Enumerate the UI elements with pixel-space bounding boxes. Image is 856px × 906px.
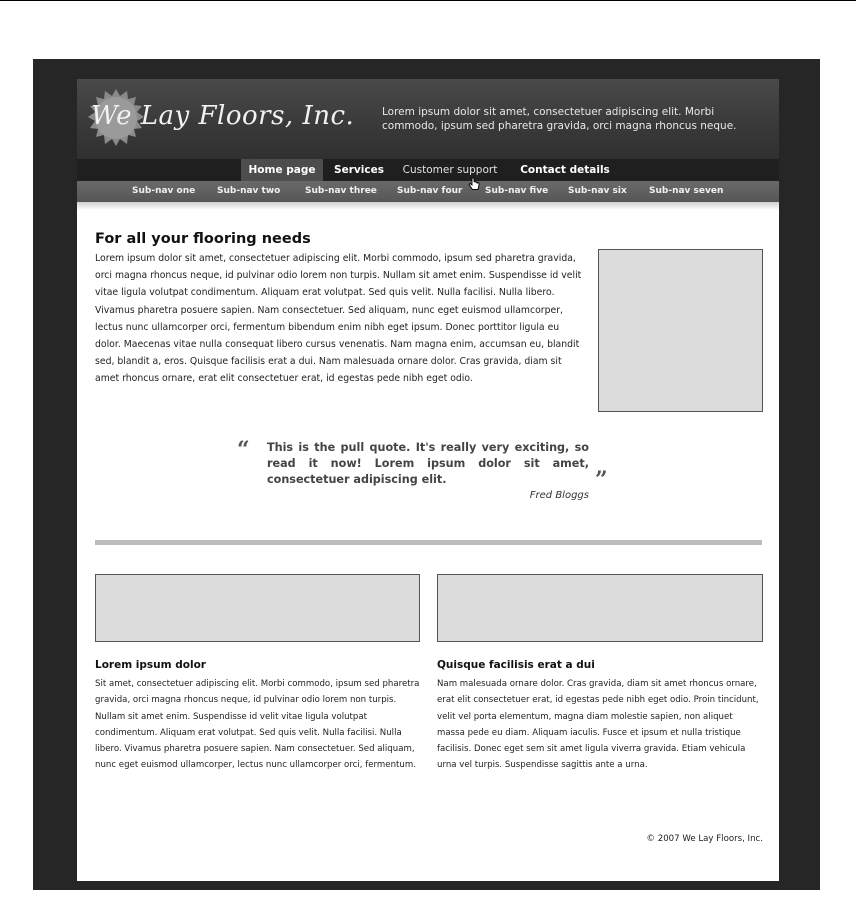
site-header: [77, 79, 779, 159]
page-title: For all your flooring needs: [95, 231, 311, 247]
main-nav: [77, 159, 779, 181]
pull-quote-author: Fred Bloggs: [529, 490, 589, 501]
section-divider: [95, 540, 762, 545]
subnav-item-seven[interactable]: Sub-nav seven: [649, 186, 724, 196]
nav-customer-support[interactable]: Customer support: [402, 164, 498, 176]
open-quote-icon: “: [237, 437, 250, 463]
nav-services[interactable]: Services: [334, 164, 384, 176]
subnav-shadow: [77, 202, 779, 210]
column-right-body: Nam malesuada ornare dolor. Cras gravida, diam sit amet rhoncus ornare, erat elit consectetuer erat, id egestas pede nibh eget odio. Proin tincidunt, velit vel porta elementum, magna diam molestie sapien, non aliquet massa pede eu diam. Aliquam iaculis. Fusce et ipsum et nulla tristique facilisis. Donec eget sem sit amet ligula viverra gravida. Etiam vehicula urna vel turpis. Suspendisse sagittis ante a urna.: [437, 679, 759, 771]
header-tagline: Lorem ipsum dolor sit amet, consectetuer adipiscing elit. Morbi commodo, ipsum sed pharetra gravida, orci magna rhoncus neque.: [382, 106, 737, 132]
nav-home-page[interactable]: Home page: [241, 159, 323, 181]
screen-top-edge: [0, 0, 856, 1]
subnav-item-two[interactable]: Sub-nav two: [217, 186, 281, 196]
hand-cursor-icon: [468, 177, 480, 191]
sub-nav: [77, 181, 779, 202]
column-right-heading: Quisque facilisis erat a dui: [437, 659, 595, 671]
intro-paragraph: Lorem ipsum dolor sit amet, consectetuer adipiscing elit. Morbi commodo, ipsum sed pharetra gravida, orci magna rhoncus neque, id pulvinar odio lorem non turpis. Nullam sit amet enim. Suspendisse id velit vitae ligula volutpat condimentum. Aliquam erat volutpat. Sed quis velit. Nulla facilisi. Nulla libero. Vivamus pharetra posuere sapien. Nam consectetuer. Sed aliquam, nunc eget euismod ullamcorper, lectus nunc ullamcorper orci, fermentum bibendum enim nibh eget ipsum. Donec porttitor ligula eu dolor. Maecenas vitae nulla consequat libero cursus venenatis. Nam magna enim, accumsan eu, blandit sed, blandit a, eros. Quisque facilisis erat a dui. Nam malesuada ornare dolor. Cras gravida, diam sit amet rhoncus ornare, erat elit consectetuer erat, id egestas pede nibh eget odio.: [95, 253, 582, 385]
subnav-item-six[interactable]: Sub-nav six: [568, 186, 627, 196]
column-left-body: Sit amet, consectetuer adipiscing elit. Morbi commodo, ipsum sed pharetra gravida, orci magna rhoncus neque, id pulvinar odio lorem non turpis. Nullam sit amet enim. Suspendisse id velit vitae ligula volutpat condimentum. Aliquam erat volutpat. Sed quis velit. Nulla facilisi. Nulla libero. Vivamus pharetra posuere sapien. Nam consectetuer. Sed aliquam, nunc eget euismod ullamcorper, lectus nunc ullamcorper orci, fermentum.: [95, 679, 420, 771]
image-placeholder-right: [437, 574, 763, 642]
web-page: [77, 79, 779, 881]
subnav-item-three[interactable]: Sub-nav three: [305, 186, 377, 196]
image-placeholder-left: [95, 574, 420, 642]
column-left-heading: Lorem ipsum dolor: [95, 659, 206, 671]
image-placeholder-main: [598, 249, 763, 412]
subnav-item-four[interactable]: Sub-nav four: [397, 186, 463, 196]
site-logo[interactable]: We Lay Floors, Inc.: [91, 101, 355, 131]
subnav-item-one[interactable]: Sub-nav one: [132, 186, 196, 196]
close-quote-icon: ”: [595, 467, 608, 493]
subnav-item-five[interactable]: Sub-nav five: [485, 186, 549, 196]
pull-quote-text: This is the pull quote. It's really very exciting, so read it now! Lorem ipsum dolor sit amet, consectetuer adipiscing elit.: [267, 441, 589, 486]
nav-contact-details[interactable]: Contact details: [520, 164, 610, 176]
browser-backdrop-bottom: [33, 881, 820, 890]
footer-copyright: © 2007 We Lay Floors, Inc.: [646, 834, 763, 844]
